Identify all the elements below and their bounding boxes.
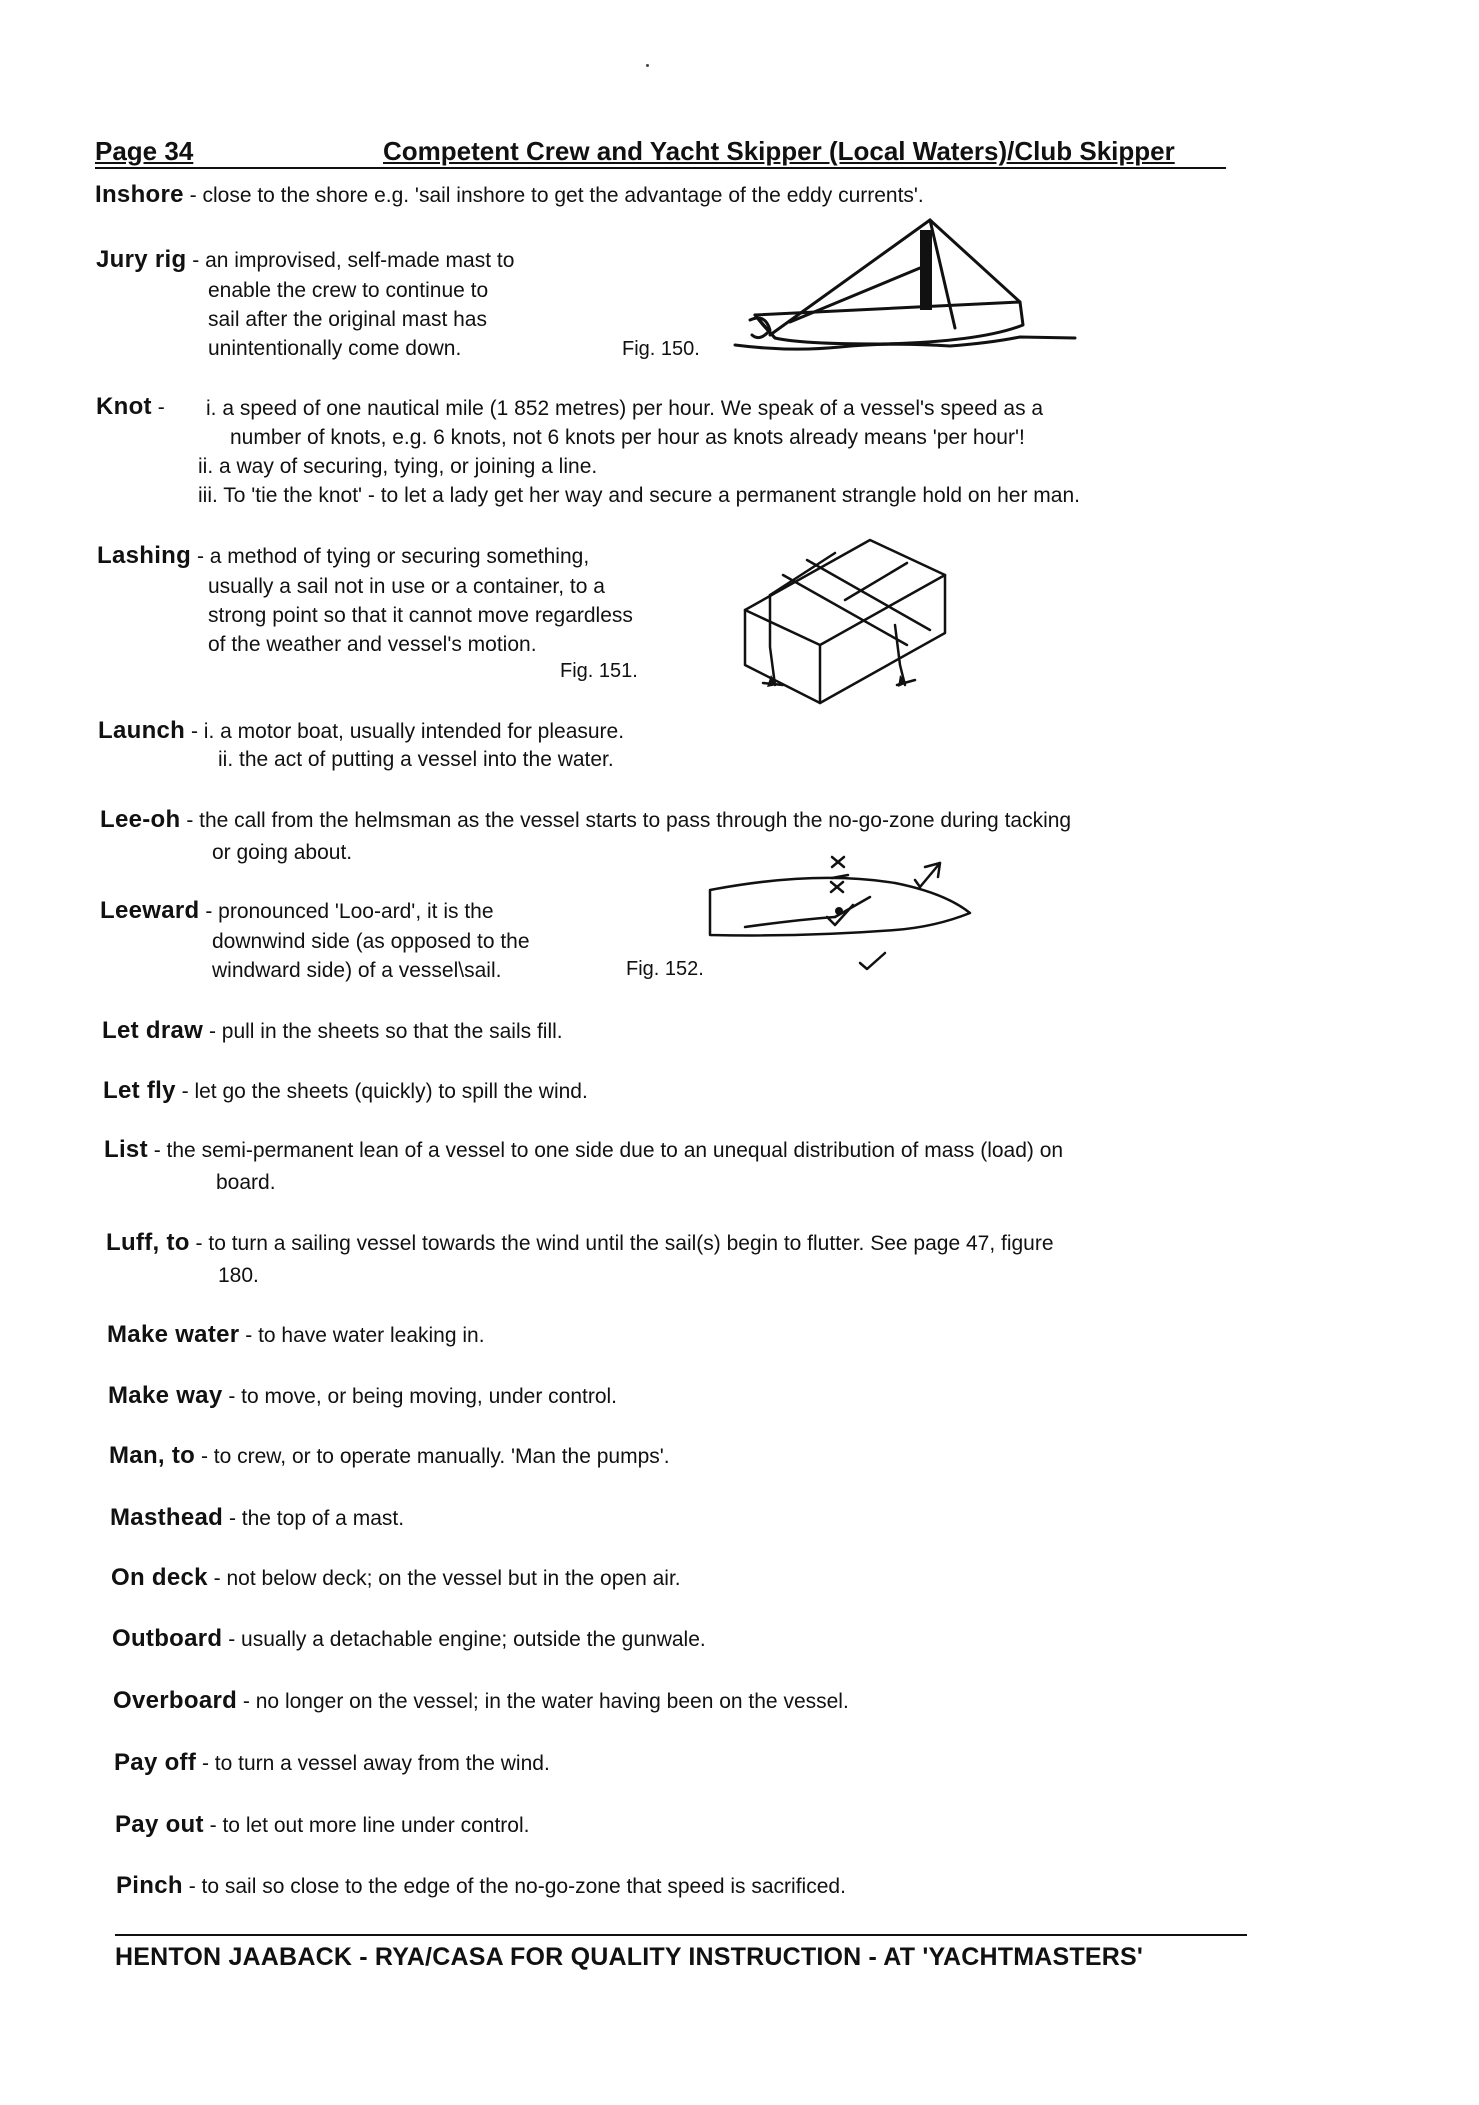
entry-masthead xyxy=(110,1503,404,1533)
entry-launch xyxy=(98,716,624,746)
entry-inshore xyxy=(95,180,924,210)
definition-line: downwind side (as opposed to the xyxy=(212,930,530,953)
definition-line: - the semi-permanent lean of a vessel to one side due to an unequal distribution of mass (load) on xyxy=(153,1139,1064,1162)
term: Make water xyxy=(107,1321,240,1348)
term: On deck xyxy=(111,1564,208,1591)
entry-pinch xyxy=(116,1871,846,1901)
definition: - no longer on the vessel; in the water having been on the vessel. xyxy=(242,1690,849,1713)
term: Masthead xyxy=(110,1504,224,1531)
term: Make way xyxy=(108,1382,223,1409)
figure-caption: Fig. 152. xyxy=(626,958,704,980)
definition-line: - pronounced 'Loo-ard', it is the xyxy=(205,900,494,923)
scan-speck xyxy=(646,64,649,67)
figure-caption: Fig. 150. xyxy=(622,338,700,360)
definition-line: - to turn a sailing vessel towards the wind until the sail(s) begin to flutter. See page 47, figure xyxy=(195,1232,1054,1255)
entry-make-water xyxy=(107,1320,485,1350)
term: Overboard xyxy=(113,1687,238,1714)
term: Let fly xyxy=(103,1077,176,1104)
definition: - let go the sheets (quickly) to spill the wind. xyxy=(181,1080,588,1103)
entry-pay-out xyxy=(115,1810,529,1840)
footer-divider xyxy=(115,1934,1247,1936)
entry-let-draw xyxy=(102,1016,563,1046)
term: Outboard xyxy=(112,1625,223,1652)
term: Pinch xyxy=(116,1872,183,1899)
term: Lashing xyxy=(97,542,192,569)
definition-line: of the weather and vessel's motion. xyxy=(208,633,537,656)
page-footer: HENTON JAABACK - RYA/CASA FOR QUALITY INSTRUCTION - AT 'YACHTMASTERS' xyxy=(115,1943,1144,1971)
term-dash: - xyxy=(157,396,165,419)
term: List xyxy=(104,1136,148,1163)
term: Pay off xyxy=(114,1749,197,1776)
leeward-boat-diagram xyxy=(695,845,985,975)
definition-line: number of knots, e.g. 6 knots, not 6 knots per hour as knots already means 'per hour'! xyxy=(230,426,1025,449)
page-header xyxy=(95,136,1226,170)
definition-line: sail after the original mast has xyxy=(208,308,487,331)
definition-line: - an improvised, self-made mast to xyxy=(192,249,515,272)
definition-line: iii. To 'tie the knot' - to let a lady get her way and secure a permanent strangle hold on her man. xyxy=(198,484,1080,507)
page-number: Page 34 xyxy=(95,136,194,166)
entry-leeward xyxy=(100,896,494,926)
term: Let draw xyxy=(102,1017,204,1044)
definition: - close to the shore e.g. 'sail inshore to get the advantage of the eddy currents'. xyxy=(189,184,924,207)
entry-luff xyxy=(106,1228,1054,1258)
definition: - pull in the sheets so that the sails fill. xyxy=(208,1020,563,1043)
figure-caption: Fig. 151. xyxy=(560,660,638,682)
term: Inshore xyxy=(95,181,184,208)
book-title: Competent Crew and Yacht Skipper (Local Waters)/Club Skipper xyxy=(383,136,1175,166)
definition-line: board. xyxy=(216,1171,276,1194)
header-divider xyxy=(95,167,1226,169)
entry-lee-oh xyxy=(100,805,1071,835)
term: Pay out xyxy=(115,1811,204,1838)
entry-knot xyxy=(96,392,165,422)
term: Luff, to xyxy=(106,1229,190,1256)
definition: - not below deck; on the vessel but in the open air. xyxy=(213,1567,681,1590)
entry-jury-rig xyxy=(96,245,514,275)
definition-line: or going about. xyxy=(212,841,353,864)
definition-line: 180. xyxy=(218,1264,259,1287)
definition-line: ii. the act of putting a vessel into the water. xyxy=(218,748,614,771)
term: Leeward xyxy=(100,897,200,924)
entry-pay-off xyxy=(114,1748,550,1778)
definition: - to have water leaking in. xyxy=(245,1324,485,1347)
definition-line: i. a speed of one nautical mile (1 852 metres) per hour. We speak of a vessel's speed as a xyxy=(206,397,1044,420)
term: Lee-oh xyxy=(100,806,181,833)
jury-rig-boat-illustration xyxy=(730,210,1080,360)
definition: - to crew, or to operate manually. 'Man the pumps'. xyxy=(200,1445,670,1468)
entry-let-fly xyxy=(103,1076,588,1106)
entry-on-deck xyxy=(111,1563,681,1593)
entry-lashing xyxy=(97,541,589,571)
entry-overboard xyxy=(113,1686,849,1716)
definition-line: usually a sail not in use or a container, to a xyxy=(208,575,605,598)
definition-line: strong point so that it cannot move regardless xyxy=(208,604,633,627)
definition-line: windward side) of a vessel\sail. xyxy=(212,959,502,982)
definition-line: - the call from the helmsman as the vessel starts to pass through the no-go-zone during tacking xyxy=(186,809,1072,832)
definition-line: - i. a motor boat, usually intended for pleasure. xyxy=(190,720,625,743)
lashing-box-illustration xyxy=(735,535,955,710)
entry-make-way xyxy=(108,1381,617,1411)
term: Jury rig xyxy=(96,246,187,273)
definition-line: unintentionally come down. xyxy=(208,337,462,360)
term: Launch xyxy=(98,717,186,744)
definition-line: ii. a way of securing, tying, or joining a line. xyxy=(198,455,598,478)
definition: - to move, or being moving, under control. xyxy=(228,1385,618,1408)
term: Knot xyxy=(96,393,152,420)
definition: - to let out more line under control. xyxy=(209,1814,530,1837)
entry-man-to xyxy=(109,1441,670,1471)
term: Man, to xyxy=(109,1442,196,1469)
entry-outboard xyxy=(112,1624,706,1654)
entry-list xyxy=(104,1135,1063,1165)
definition: - usually a detachable engine; outside the gunwale. xyxy=(228,1628,706,1651)
definition: - to sail so close to the edge of the no-go-zone that speed is sacrificed. xyxy=(188,1875,846,1898)
definition: - to turn a vessel away from the wind. xyxy=(201,1752,550,1775)
definition-line: enable the crew to continue to xyxy=(208,279,489,302)
definition: - the top of a mast. xyxy=(228,1507,405,1530)
definition-line: - a method of tying or securing something, xyxy=(196,545,590,568)
